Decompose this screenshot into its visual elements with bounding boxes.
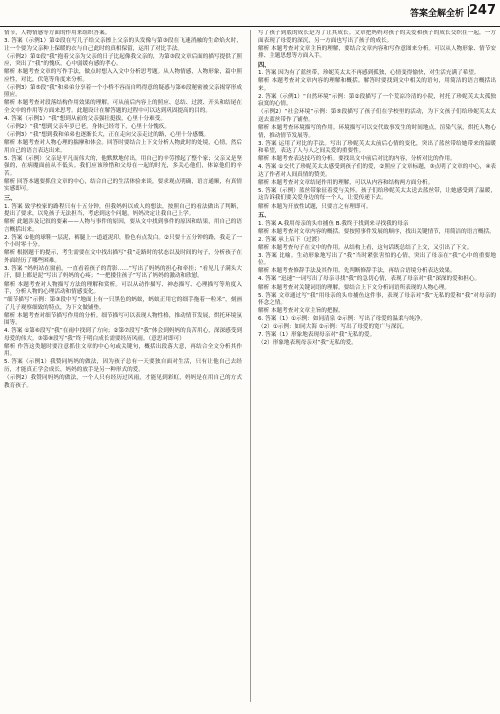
answer-paragraph: 3. 答案（示例1）第②段在写儿子给父亲擦上父亲的头发像与第③段在飞速消融的生命焰火时，让一个要为父亲种上保暖的衣与自己此时的真相保留，运用了对比手法。 <box>4 38 242 52</box>
answer-paragraph: 1. 答案 致学校家的路程只有十五分钟，但我妈妈以成人的想法，按照自己的看法做出了判断，提出了要求，以免孩子无法担当，考虑到这个问题，妈妈决定让我自己上学。 <box>4 203 242 218</box>
answer-paragraph: （示例3）“我”想到我和弟弟也逐渐长大，正在走向父亲走过的路，心里十分感慨。 <box>4 132 210 139</box>
answer-paragraph: 解析 本题考查对关键词语的理解。要结合上下文分析词语所表现的人物心理。 <box>258 284 450 291</box>
answer-paragraph: （示例2）“社会环境”示例：第⑤段描写了孩子们在学校里的活动，为下文孩子们给珍妮芙太太送去蓝丝带作了铺垫。 <box>258 109 496 124</box>
answer-paragraph: 4. 答案 ①第⑥段写“我”在雨中找到了方向；②第⑦段写“我”体会到妈妈的良苦用心，深深感受到母爱的伟大。③第⑧段写“我”终于明白成长需要经历风雨。（意思对即可） <box>4 328 242 342</box>
answer-paragraph: 解析 本题考查文章的写作手法，做点时想入入文中分析思考题。从人物情感，人物形象，篇中照应性，对比，伏笔等角度来分析。 <box>4 69 242 83</box>
answer-paragraph: 1. 答案 A.我用母亲的头巾捕鱼 B.我终于找到来寻找我的母亲 <box>258 220 409 227</box>
section-heading: 三、 <box>4 194 17 202</box>
page-header <box>0 0 500 27</box>
answer-paragraph: （2）①示例：如同大海 ②示例：写出了母爱的宽广与深沉。 <box>258 324 408 331</box>
answer-paragraph: （示例2）第②段“我”抱着父亲为父亲的日子比起像我父亲的，为第③段文章后面的描写提供了照应，突出了“我”的愧疚，心中弱缓有感的孝心。 <box>4 53 242 68</box>
answer-paragraph: 解析 本题考查环境描写的作用。环境描写可以交代故事发生的时间地点，渲染气氛，烘托人物心情，推动情节发展等。 <box>258 125 496 139</box>
answer-paragraph: 情节，人物情感等方面的作用来组织答案。 <box>4 30 111 36</box>
answer-paragraph: 5. 答案（示例）父亲是平凡而伟大的，他默默地付出，用自己的辛劳撑起了整个家；父亲又是坚强的，在病魔面前从不低头。我们应该珍惜和父母在一起的时光，多关心他们，体谅他们的辛苦。 <box>4 155 242 177</box>
answer-paragraph: 写了孩子到底的成长是为了让其成长。文章把妈妈对孩子的关爱和孩子的成长交织在一起，一方面表现了母爱的深沉，另一方面也写出了孩子的成长。 <box>258 30 496 44</box>
answer-paragraph: 2. 答案（示例1）“自然环境”示例：第②段描写了一个荒凉冷清的小院，衬托了珍妮芙太太孤独寂寞的心情。 <box>258 93 496 108</box>
answer-paragraph: 7. 答案（1）形象地表现母亲对“我”无私的爱。 <box>258 332 376 339</box>
page-number: 247 <box>468 3 496 18</box>
answer-paragraph: 解析 本题考查修辞手法及其作用。先判断修辞手法，再结合语境分析表达效果。 <box>258 268 456 275</box>
answer-paragraph: 3. 答案 运用了对比的手法。写出了珍妮芙太太前后心情的变化，突出了蓝丝带给她带来的温暖和希望，表达了人与人之间关爱的重要性。 <box>258 140 496 155</box>
watermark-logo <box>422 686 494 708</box>
answer-paragraph: 4. 答案 ①交代了珍妮芙太太感受到孩子们的爱，②照应了文章标题，③点明了文章的中心，④表达了作者对人间真情的赞美。 <box>258 164 496 178</box>
header-title: 答案全解全析 <box>409 9 464 19</box>
answer-paragraph: 解析 本题考查对文章内容的理解和概括。解答时要找到文中相关的语句，用简洁的语言概括出来。 <box>258 78 496 92</box>
answer-paragraph: 4. 答案 “迅速”一词写出了母亲寻找“我”的急切心情，表现了母亲对“我”深深的爱和担心。 <box>258 276 481 283</box>
answer-paragraph: 解析 此题涉及记叙的要素——人物与事件的原因，要从文中找到事件的原因和结果，用自己的语言概括出来。 <box>4 219 242 233</box>
answer-paragraph: 3. 答案 “妈妈站在窗前，一直看着孩子的背影……”写出了妈妈的担心和牵挂；“看见儿子满头大汗，脚上都是泥”写出了妈妈的心疼；“一把搂住孩子”写出了妈妈的激动和欣慰。 <box>4 265 242 280</box>
answer-paragraph: 2. 答案 ①他的球鞋一层泥，裤腿上一道道泥印，脸色有点发白。②只要十五分钟的路，我走了一个小时零十分。 <box>4 234 242 249</box>
answer-paragraph: 解析 本题考查对文章内容的概括。要按照事件发展的顺序，找出关键情节，用简洁的语言概括。 <box>258 228 495 235</box>
answer-paragraph: （2）形象地表现母亲对“我”无私的爱。 <box>258 340 357 347</box>
answer-paragraph: 2. 答案 承上启下（过渡） <box>258 236 323 243</box>
answer-paragraph: 解析 本题考查对人物心理的揣摩和体会。回答时要结合上下文分析人物此时的处境，心情，然后用自己的语言表达出来。 <box>4 140 242 154</box>
right-column <box>258 30 496 702</box>
answer-paragraph: 解析 本题考查对细节描写作用的分析。细节描写可以表现人物性格，推动情节发展，烘托环境氛围等。 <box>4 312 242 327</box>
answer-paragraph: 解析 本题考查对段落结构作用效果的理解。可从前后内容上的照应、总结、过渡、开头和结尾在全文中的作用等方面来思考。此题设计在解答题的过程中可以达到巩固提高的目的。 <box>4 100 242 114</box>
column-divider <box>250 30 251 702</box>
section-heading: 五、 <box>258 212 271 220</box>
answer-paragraph: 5. 答案（示例）蓝丝带象征着爱与关怀。孩子们给珍妮芙太太送去蓝丝带，让她感受到了温暖，这告诉我们要关爱身边的每一个人，让爱传递下去。 <box>258 187 496 202</box>
answer-paragraph: 解析 本题考查对文章结尾作用的理解，可以从内容和结构两方面分析。 <box>258 179 434 186</box>
answer-paragraph: 解析 本题为开放性试题，只要言之有理即可。 <box>258 203 372 210</box>
answer-paragraph: 5. 答案（示例1）我赞同妈妈的做法，因为孩子总有一天要独自面对生活，只有让他自己去经历，才能真正学会成长，妈妈的放手是另一种形式的爱。 <box>4 359 242 374</box>
answer-paragraph: 3. 答案 比喻。生动形象地写出了“我”当时紧张害怕的心情，突出了母亲在“我”心中的重要地位。 <box>258 252 496 267</box>
answer-paragraph: 解析 根据题干的提示，考生需要在文中找出描写“我”走路时的状态以及时间的句子，分析孩子在外面经历了哪些困难。 <box>4 250 242 264</box>
answer-paragraph: （示例2）“我”想到父亲年岁已老，身体已经弯下，心里十分愧疚。 <box>4 124 170 131</box>
answer-paragraph: 解析 作答这类题时要注意抓住文章的中心句或关键句，概括出段落大意，再结合全文分析其作用。 <box>4 343 242 358</box>
answer-paragraph: 4. 答案（示例1）“我”想到从前的父亲强壮挺拔，心里十分难受。 <box>4 116 166 123</box>
answer-paragraph: 解析 本题考查对文章主旨的把握。 <box>258 308 344 315</box>
answer-paragraph: （示例3）第⑤段“我”和弟弟分享着一个小桥不容而自鸣得意的疑惑与第⑥段秘密被父亲揭穿形成照应。 <box>4 84 242 99</box>
answer-paragraph: 解析 回答本题要抓住文章的中心，结合自己的生活体验来谈，要求观点明确，语言通顺，有真情实感即可。 <box>4 178 242 193</box>
answer-paragraph: 5. 答案 文章通过写“我”用母亲的头巾捕鱼这件事，表现了母亲对“我”无私的爱和“我”对母亲的怀念之情。 <box>258 292 496 307</box>
answer-paragraph: 解析 本题考查句子在文中的作用。从结构上看，这句话既总结了上文，又引出了下文。 <box>258 244 473 251</box>
answer-paragraph: 解析 本题考查对人物描写方法的理解和赏析。可以从动作描写、神态描写、心理描写等角度入手，分析人物的心理活动和情感变化。 <box>4 281 242 296</box>
left-column <box>4 30 242 702</box>
answer-paragraph: 解析 本题考查对文章主旨的理解，要结合文章内容和写作意图来分析。可以从人物形象、情节安排、主题思想等方面入手。 <box>258 45 496 60</box>
answer-paragraph: （示例2）我赞同妈妈的做法，一个人只有经历过风雨，才能见到彩虹，妈妈是在用自己的方式教育孩子。 <box>4 375 242 389</box>
answer-paragraph: “细节描写”示例：第③段中写“地面上有一只黑色的蚂蚁，蚂蚁正用它的细手拖着一粒米”，刻画了儿子观察细致的特点，为下文做铺垫。 <box>4 297 242 311</box>
answer-paragraph: 1. 答案 因为有了蓝丝带，珍妮芙太太不再感到孤独，心情变得愉快，对生活充满了希望。 <box>258 70 480 77</box>
answer-paragraph: 解析 本题考查表达技巧的分析。要找出文中前后对比的内容，分析对比的作用。 <box>258 156 456 163</box>
answer-paragraph: 6. 答案（1）①示例：如同清泉 ②示例：写出了母爱的温柔与纯净。 <box>258 316 426 323</box>
section-heading: 四、 <box>258 61 271 69</box>
